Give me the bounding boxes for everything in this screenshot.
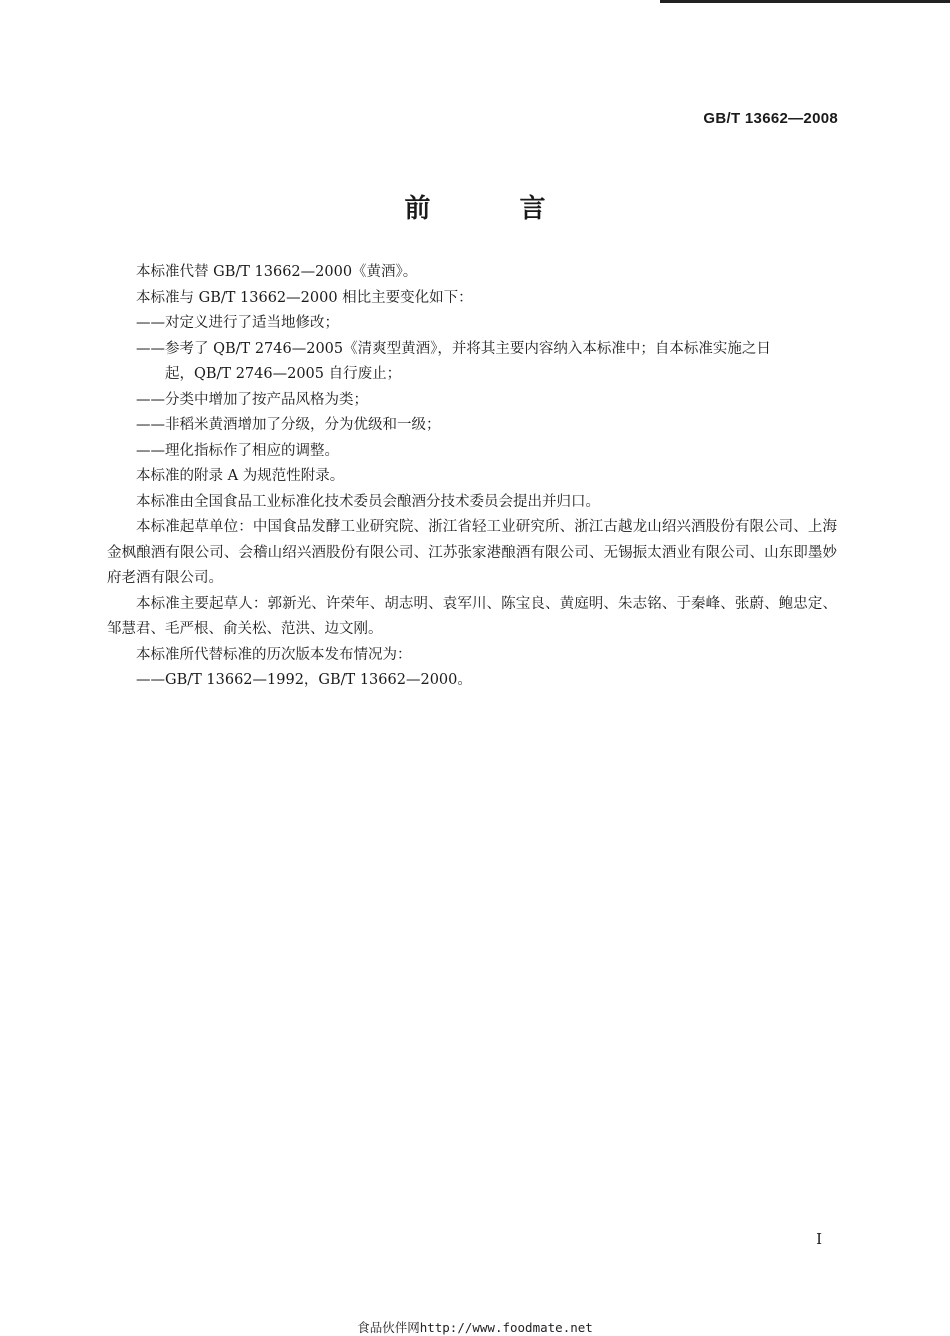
change-item-reference: ——参考了 QB/T 2746—2005《清爽型黄酒》，并将其主要内容纳入本标准中；自本标准实施之日 [136, 340, 771, 357]
paragraph-history-intro: 本标准所代替标准的历次版本发布情况为： [136, 646, 412, 663]
change-item-classification: ——分类中增加了按产品风格为类； [136, 391, 368, 408]
page-number: I [816, 1230, 822, 1248]
paragraph-drafting-units: 本标准起草单位：中国食品发酵工业研究院、浙江省轻工业研究所、浙江古越龙山绍兴酒股份有限公司、上海金枫酿酒有限公司、会稽山绍兴酒股份有限公司、江苏张家港酿酒有限公司、无锡振太酒业有限公司、山东即墨妙府老酒有限公司。 [107, 519, 837, 586]
footer-watermark: 食品伙伴网http://www.foodmate.net [357, 1320, 593, 1335]
paragraph-drafters: 本标准主要起草人：郭新光、许荣年、胡志明、袁军川、陈宝良、黄庭明、朱志铭、于秦峰、张蔚、鲍忠定、邹慧君、毛严根、俞关松、范洪、边文刚。 [107, 595, 837, 637]
page-title: 前 言 [404, 194, 586, 224]
standard-code: GB/T 13662—2008 [703, 110, 838, 127]
paragraph-annex: 本标准的附录 A 为规范性附录。 [136, 468, 345, 484]
change-item-reference-cont: 起，QB/T 2746—2005 自行废止； [165, 366, 402, 382]
paragraph-proposer: 本标准由全国食品工业标准化技术委员会酿酒分技术委员会提出并归口。 [136, 493, 600, 510]
foreword-body [107, 260, 837, 694]
change-item-definitions: ——对定义进行了适当地修改； [136, 315, 339, 331]
paragraph-changes-intro: 本标准与 GB/T 13662—2000 相比主要变化如下： [136, 289, 473, 306]
paragraph-replaces: 本标准代替 GB/T 13662—2000《黄酒》。 [136, 264, 418, 280]
change-item-indicators: ——理化指标作了相应的调整。 [136, 442, 339, 459]
history-item: ——GB/T 13662—1992，GB/T 13662—2000。 [136, 672, 472, 688]
change-item-grading: ——非稻米黄酒增加了分级，分为优级和一级； [136, 417, 441, 433]
top-rule [660, 0, 950, 3]
